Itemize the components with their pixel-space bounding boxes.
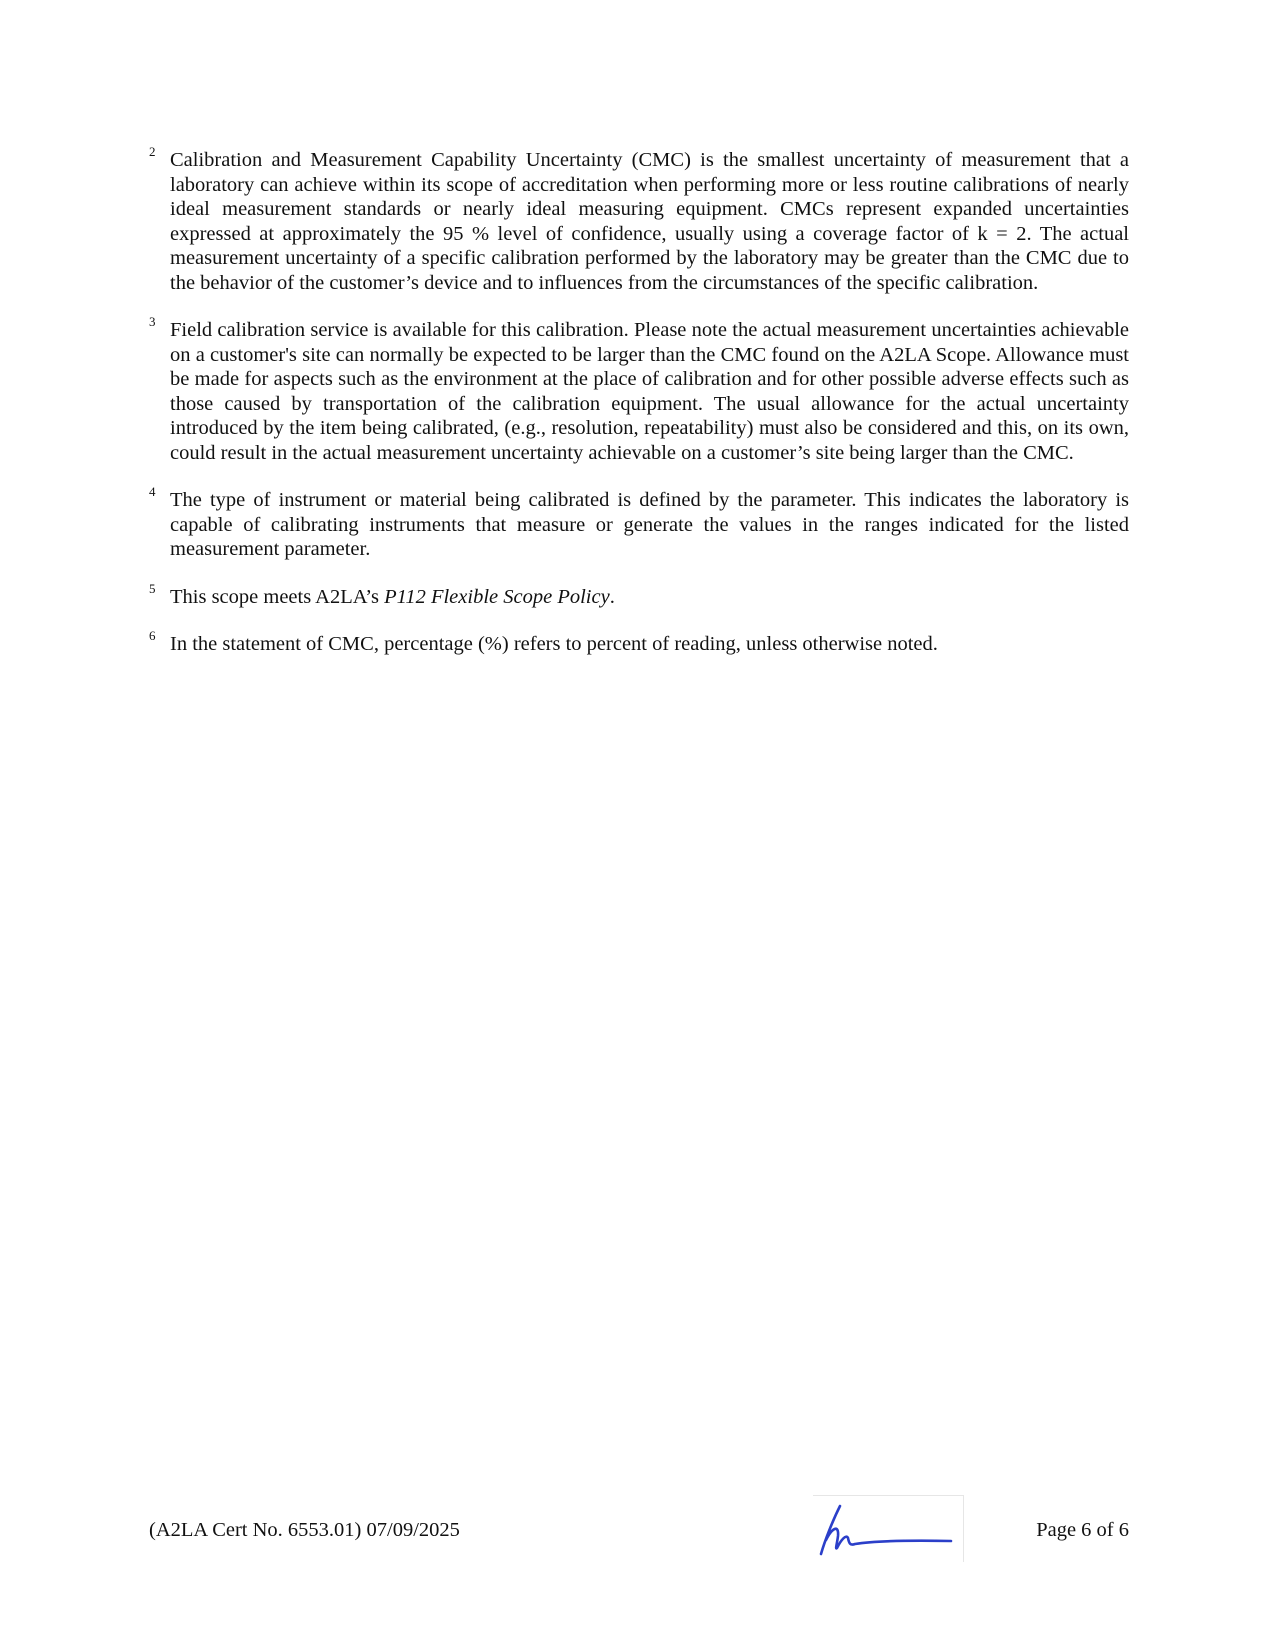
footnote-text: This scope meets A2LA’s bbox=[170, 585, 385, 608]
footnote-number: 3 bbox=[149, 314, 156, 329]
policy-title: P112 Flexible Scope Policy bbox=[384, 585, 610, 608]
footnote-text: In the statement of CMC, percentage (%) refers to percent of reading, unless otherwise noted. bbox=[170, 633, 938, 655]
footnote-text: The type of instrument or material being calibrated is defined by the parameter. This indicates the laboratory is capable of calibrating instruments that measure or generate the values in the ranges indicated for the listed measurement parameter. bbox=[170, 489, 1129, 560]
page-footer bbox=[149, 1495, 1129, 1565]
footnote-5 bbox=[149, 580, 1129, 610]
footnote-number: 4 bbox=[149, 484, 156, 499]
footnotes bbox=[149, 144, 1129, 680]
signature-mark bbox=[813, 1496, 963, 1562]
footnote-number: 2 bbox=[149, 144, 156, 159]
signature bbox=[813, 1495, 964, 1562]
footnote-4 bbox=[149, 484, 1129, 562]
footnote-text-end: . bbox=[609, 585, 615, 608]
footnote-text: Calibration and Measurement Capability Uncertainty (CMC) is the smallest uncertainty of measurement that a laboratory can achieve within its scope of accreditation when performing more or less routine calibrations of nearly ideal measurement standards or nearly ideal measuring equipment. CMCs represent expanded uncertainties expressed at approximately the 95 % level of confidence, usually using a coverage factor of k = 2. The actual measurement uncertainty of a specific calibration performed by the laboratory may be greater than the CMC due to the behavior of the customer’s device and to influences from the circumstances of the specific calibration. bbox=[170, 149, 1129, 294]
cert-number-date: (A2LA Cert No. 6553.01) 07/09/2025 bbox=[149, 1519, 460, 1541]
footnote-number: 5 bbox=[149, 580, 156, 596]
footnote-3 bbox=[149, 314, 1129, 465]
footnote-number: 6 bbox=[149, 628, 156, 643]
page-number: Page 6 of 6 bbox=[1036, 1519, 1129, 1541]
footnote-6 bbox=[149, 628, 1129, 657]
footnote-text: Field calibration service is available for this calibration. Please note the actual measurement uncertainties achievable on a customer's site can normally be expected to be larger than the CMC found on the A2LA Scope. Allowance must be made for aspects such as the environment at the place of calibration and for other possible adverse effects such as those caused by transportation of the calibration equipment. The usual allowance for the actual uncertainty introduced by the item being calibrated, (e.g., resolution, repeatability) must also be considered and this, on its own, could result in the actual measurement uncertainty achievable on a customer’s site being larger than the CMC. bbox=[170, 319, 1129, 464]
footnote-2 bbox=[149, 144, 1129, 295]
